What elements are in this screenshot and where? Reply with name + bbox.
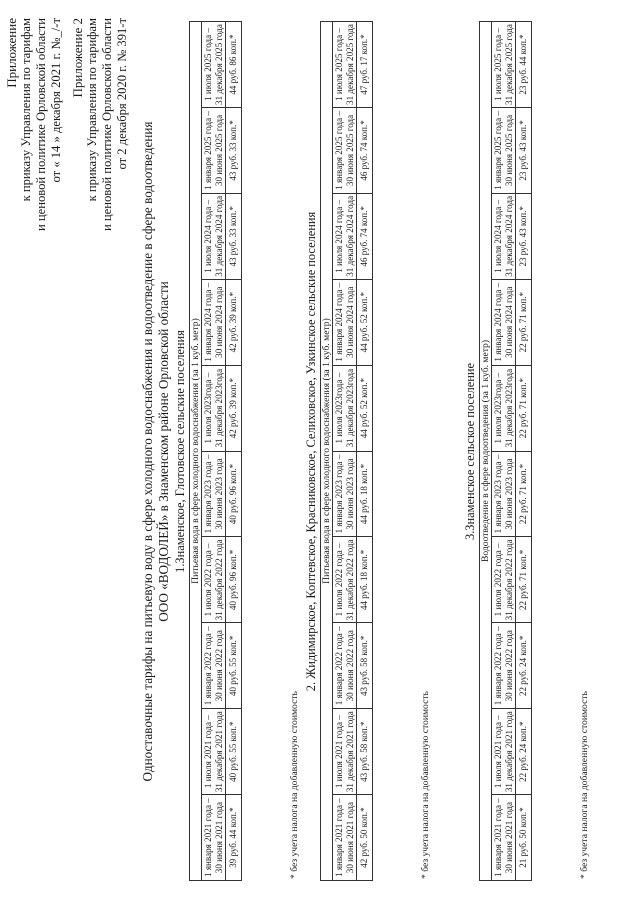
period-cell: 1 января 2021 года – 30 июня 2021 года (492, 795, 516, 881)
tariff-value-cell: 44 руб. 18 коп.* (357, 451, 373, 537)
period-cell: 1 января 2024 года – 30 июня 2024 года (492, 279, 516, 365)
tariff-value-cell: 42 руб. 39 коп.* (226, 365, 242, 451)
tariff-value-cell: 43 руб. 33 коп.* (226, 193, 242, 279)
tariff-value-cell: 23 руб. 43 коп.* (516, 107, 532, 193)
tariff-value-cell: 44 руб. 52 коп.* (357, 365, 373, 451)
section-2-title: 2. Жидимирское, Коптевское, Красниковское, Селиховское, Узкинское сельские поселения (304, 211, 318, 692)
tariff-value-cell: 22 руб. 71 коп.* (516, 279, 532, 365)
appendix-title: Приложение (4, 18, 19, 88)
tariff-value-cell: 46 руб. 74 коп.* (357, 107, 373, 193)
appendix-line: и ценовой политике Орловской области (34, 18, 48, 232)
period-header-row (202, 22, 226, 881)
appendix-2-order-date: от 2 декабря 2020 г. № 391-т (115, 18, 129, 170)
tariff-value-cell: 23 руб. 44 коп.* (516, 22, 532, 108)
period-cell: 1 июля 2021 года – 31 декабря 2021 года (202, 709, 226, 795)
appendix-2-line: к приказу Управления по тарифам (85, 18, 99, 202)
document-title-line: ООО «ВОДОЛЕЙ» в Знаменском районе Орловской области (155, 281, 171, 622)
period-cell: 1 июля 2022 года – 31 декабря 2022 года (202, 537, 226, 623)
period-cell: 1 июля 2023года – 31 декабря 2023года (333, 365, 357, 451)
tariff-value-cell: 44 руб. 86 коп.* (226, 22, 242, 108)
tariff-value-row (357, 22, 373, 881)
period-cell: 1 января 2022 года – 30 июня 2022 года (202, 623, 226, 709)
tariff-value-cell: 43 руб. 33 коп.* (226, 107, 242, 193)
tariff-value-cell: 42 руб. 50 коп.* (357, 795, 373, 881)
tariff-value-cell: 42 руб. 39 коп.* (226, 279, 242, 365)
document-title-line: Одноставочные тарифы на питьевую воду в сфере холодного водоснабжения и водоотведение в сфере водоотведения (140, 121, 155, 782)
period-cell: 1 января 2022 года – 30 июня 2022 года (333, 623, 357, 709)
tariff-value-cell: 39 руб. 44 коп.* (226, 795, 242, 881)
period-cell: 1 января 2023 года – 30 июня 2023 года (202, 451, 226, 537)
tariff-value-cell: 47 руб. 17 коп.* (357, 22, 373, 108)
tariff-table-1 (189, 21, 242, 881)
table-caption: Водоотведение в сфере водоотведения (за 1 куб. метр) (480, 22, 492, 881)
period-cell: 1 июля 2022 года – 31 декабря 2022 года (492, 537, 516, 623)
table-caption: Питьевая вода в сфере холодного водоснабжения (за 1 куб. метр) (321, 22, 333, 881)
period-cell: 1 июля 2023года – 31 декабря 2023года (492, 365, 516, 451)
appendix-2-header (70, 18, 130, 231)
tariff-value-cell: 46 руб. 74 коп.* (357, 193, 373, 279)
period-cell: 1 июля 2024 года – 31 декабря 2024 года (492, 193, 516, 279)
appendix-2-title: Приложение 2 (70, 18, 85, 98)
tariff-value-cell: 40 руб. 55 коп.* (226, 709, 242, 795)
period-cell: 1 июля 2024 года – 31 декабря 2024 года (202, 193, 226, 279)
period-cell: 1 июля 2022 года – 31 декабря 2022 года (333, 537, 357, 623)
vat-footnote: * без учета налога на добавленную стоимость (579, 691, 590, 879)
document-title (140, 0, 171, 903)
period-cell: 1 января 2025 года – 30 июня 2025 года (492, 107, 516, 193)
appendix-2-line: и ценовой политике Орловской области (100, 18, 114, 232)
period-cell: 1 января 2021 года – 30 июня 2021 года (202, 795, 226, 881)
period-cell: 1 января 2023 года – 30 июня 2023 года (333, 451, 357, 537)
tariff-value-cell: 22 руб. 71 коп.* (516, 365, 532, 451)
period-cell: 1 июля 2021 года – 31 декабря 2021 года (333, 709, 357, 795)
vat-footnote: * без учета налога на добавленную стоимость (289, 691, 300, 879)
tariff-value-cell: 40 руб. 96 коп.* (226, 537, 242, 623)
section-3-title: 3.Знаменское сельское поселение (463, 363, 477, 540)
period-cell: 1 июля 2024 года – 31 декабря 2024 года (333, 193, 357, 279)
period-cell: 1 января 2021 года – 30 июня 2021 года (333, 795, 357, 881)
period-cell: 1 января 2024 года – 30 июня 2024 года (333, 279, 357, 365)
period-cell: 1 июля 2025 года – 31 декабря 2025 года (333, 22, 357, 108)
period-cell: 1 июля 2021 года – 31 декабря 2021 года (492, 709, 516, 795)
appendix-header (4, 18, 64, 231)
period-cell: 1 января 2024 года – 30 июня 2024 года (202, 279, 226, 365)
section-1-title: 1.Знаменское, Глотовское сельские поселения (173, 330, 187, 573)
tariff-value-cell: 44 руб. 52 коп.* (357, 279, 373, 365)
tariff-value-cell: 22 руб. 24 коп.* (516, 709, 532, 795)
period-cell: 1 июля 2025 года – 31 декабря 2025 года (202, 22, 226, 108)
tariff-value-cell: 43 руб. 58 коп.* (357, 709, 373, 795)
period-cell: 1 июля 2023года – 31 декабря 2023года (202, 365, 226, 451)
tariff-value-cell: 44 руб. 18 коп.* (357, 537, 373, 623)
tariff-table-3 (479, 21, 532, 881)
table-caption: Питьевая вода в сфере холодного водоснабжения (за 1 куб. метр) (190, 22, 202, 881)
tariff-value-row (516, 22, 532, 881)
period-cell: 1 января 2022 года – 30 июня 2022 года (492, 623, 516, 709)
tariff-value-cell: 22 руб. 71 коп.* (516, 537, 532, 623)
period-cell: 1 января 2025 года – 30 июня 2025 года (333, 107, 357, 193)
appendix-order-date: от « 14 » декабря 2021 г. №_/-т (49, 18, 63, 183)
period-cell: 1 января 2025 года – 30 июня 2025 года (202, 107, 226, 193)
tariff-value-cell: 21 руб. 50 коп.* (516, 795, 532, 881)
period-cell: 1 января 2023 года – 30 июня 2023 года (492, 451, 516, 537)
tariff-value-cell: 43 руб. 58 коп.* (357, 623, 373, 709)
period-header-row (333, 22, 357, 881)
tariff-value-cell: 40 руб. 96 коп.* (226, 451, 242, 537)
tariff-value-cell: 23 руб. 43 коп.* (516, 193, 532, 279)
tariff-value-cell: 22 руб. 24 коп.* (516, 623, 532, 709)
tariff-table-2 (320, 21, 373, 881)
period-cell: 1 июля 2025 года – 31 декабря 2025 года (492, 22, 516, 108)
tariff-value-cell: 22 руб. 71 коп.* (516, 451, 532, 537)
period-header-row (492, 22, 516, 881)
tariff-value-row (226, 22, 242, 881)
vat-footnote: * без учета налога на добавленную стоимость (420, 691, 431, 879)
appendix-line: к приказу Управления по тарифам (19, 18, 33, 202)
tariff-value-cell: 40 руб. 55 коп.* (226, 623, 242, 709)
